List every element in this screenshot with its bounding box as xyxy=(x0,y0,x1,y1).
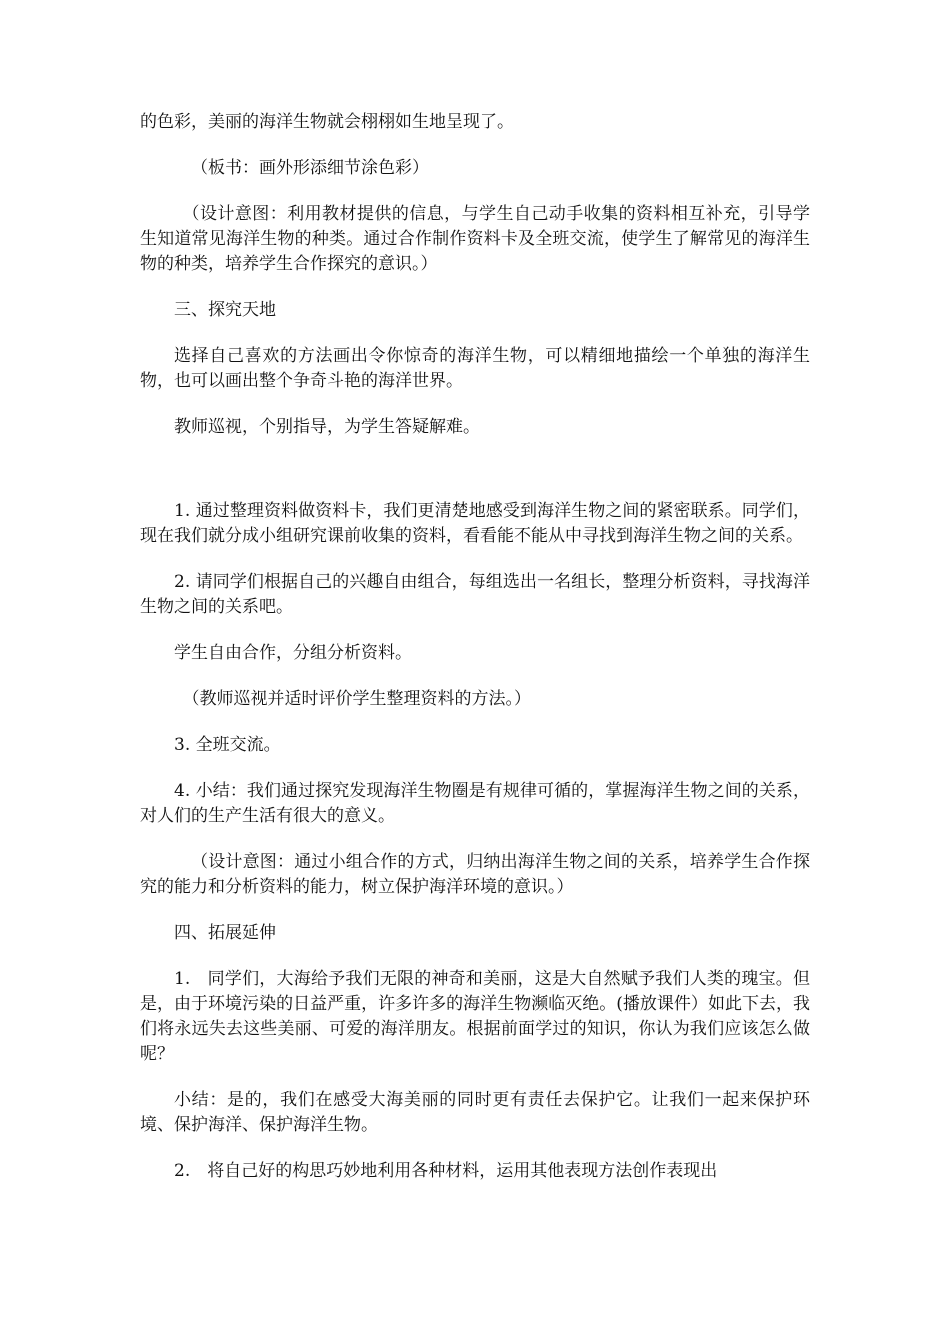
blank-gap xyxy=(140,461,810,499)
paragraph-continuation: 的色彩，美丽的海洋生物就会栩栩如生地呈现了。 xyxy=(140,112,514,132)
paragraph-item-1: 1. 通过整理资料做资料卡，我们更清楚地感受到海洋生物之间的紧密联系。同学们，现在我们就分成小组研究课前收集的资料，看看能不能从中寻找到海洋生物之间的关系。 xyxy=(140,501,810,546)
paragraph-extend-1: 1. 同学们，大海给予我们无限的神奇和美丽，这是大自然赋予我们人类的瑰宝。但是，由于环境污染的日益严重，许多许多的海洋生物濒临灭绝。(播放课件）如此下去，我们将永远失去这些美丽、可爱的海洋朋友。根据前面学过的知识，你认为我们应该怎么做呢？ xyxy=(140,969,810,1064)
section-heading-explore: 三、探究天地 xyxy=(174,300,276,320)
paragraph-student-cooperation: 学生自由合作，分组分析资料。 xyxy=(174,643,412,663)
paragraph-teacher-tour: 教师巡视，个别指导，为学生答疑解难。 xyxy=(174,417,480,437)
paragraph-board-note: （板书：画外形添细节涂色彩） xyxy=(191,158,429,178)
document-page xyxy=(140,110,810,1205)
paragraph-design-intent-1: （设计意图：利用教材提供的信息，与学生自己动手收集的资料相互补充，引导学生知道常见海洋生物的种类。通过合作制作资料卡及全班交流，使学生了解常见的海洋生物的种类，培养学生合作探究的意识。） xyxy=(140,204,810,274)
paragraph-item-4: 4. 小结：我们通过探究发现海洋生物圈是有规律可循的，掌握海洋生物之间的关系，对人们的生产生活有很大的意义。 xyxy=(140,781,810,826)
paragraph-design-intent-2: （设计意图：通过小组合作的方式，归纳出海洋生物之间的关系，培养学生合作探究的能力和分析资料的能力，树立保护海洋环境的意识。） xyxy=(140,852,810,897)
paragraph-extend-2: 2. 将自己好的构思巧妙地利用各种材料，运用其他表现方法创作表现出 xyxy=(174,1161,718,1181)
section-heading-extend: 四、拓展延伸 xyxy=(174,923,276,943)
paragraph-explore-task: 选择自己喜欢的方法画出令你惊奇的海洋生物，可以精细地描绘一个单独的海洋生物，也可以画出整个争奇斗艳的海洋世界。 xyxy=(140,346,810,391)
paragraph-summary: 小结：是的，我们在感受大海美丽的同时更有责任去保护它。让我们一起来保护环境、保护海洋、保护海洋生物。 xyxy=(140,1090,810,1135)
paragraph-item-3: 3. 全班交流。 xyxy=(174,735,281,755)
paragraph-item-2: 2. 请同学们根据自己的兴趣自由组合，每组选出一名组长，整理分析资料，寻找海洋生物之间的关系吧。 xyxy=(140,572,810,617)
paragraph-teacher-evaluation: （教师巡视并适时评价学生整理资料的方法。） xyxy=(182,689,531,709)
